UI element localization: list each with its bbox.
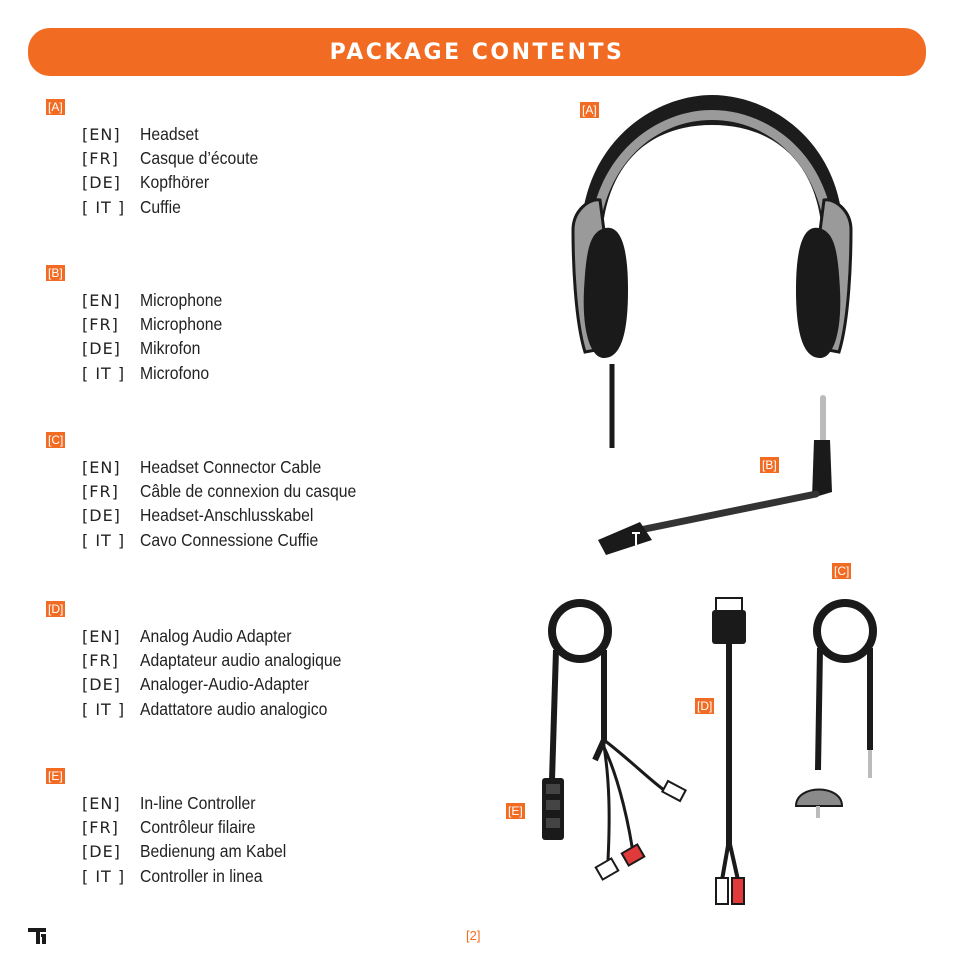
item-label: Microphone (140, 289, 223, 310)
lang-code: [ IT ] (82, 363, 126, 383)
section-tag: [A] (48, 100, 63, 114)
lang-code: [DE] (82, 339, 121, 359)
item-label: In-line Controller (140, 792, 256, 813)
item-label: Microphone (140, 313, 223, 334)
item-label: Mikrofon (140, 338, 201, 359)
item-label: Analog Audio Adapter (140, 625, 292, 646)
item-label: Câble de connexion du casque (140, 480, 357, 501)
item-label: Bedienung am Kabel (140, 841, 287, 862)
headset-image (573, 95, 851, 448)
item-label: Cuffie (140, 196, 181, 217)
lang-code: [EN] (82, 124, 121, 144)
analog-adapter-image (542, 603, 686, 880)
lang-code: [FR] (82, 650, 119, 670)
lang-code: [EN] (82, 457, 121, 477)
lang-code: [ IT ] (82, 699, 126, 719)
item-label: Microfono (140, 362, 210, 383)
image-tag-b: [B] (762, 458, 777, 472)
optical-adapter-image (712, 598, 746, 904)
image-tag-a: [A] (582, 103, 597, 117)
item-label: Adaptateur audio analogique (140, 649, 342, 670)
page-title: PACKAGE CONTENTS (329, 39, 625, 65)
lang-code: [DE] (82, 842, 121, 862)
lang-code: [DE] (82, 173, 121, 193)
item-label: Analoger-Audio-Adapter (140, 674, 309, 695)
lang-code: [FR] (82, 817, 119, 837)
item-label: Kopfhörer (140, 172, 210, 193)
lang-code: [DE] (82, 675, 121, 695)
section-tag: [B] (48, 266, 63, 280)
item-label: Controller in linea (140, 865, 263, 886)
lang-code: [ IT ] (82, 866, 126, 886)
lang-code: [EN] (82, 626, 121, 646)
section-tag: [C] (48, 433, 64, 447)
lang-code: [ IT ] (82, 197, 126, 217)
item-label: Cavo Connessione Cuffie (140, 529, 319, 550)
item-label: Contrôleur filaire (140, 816, 256, 837)
lang-code: [EN] (82, 793, 121, 813)
item-label: Headset-Anschlusskabel (140, 505, 314, 526)
section-tag: [E] (48, 769, 63, 783)
image-tag-e: [E] (508, 804, 523, 818)
item-label: Headset (140, 123, 199, 144)
connector-cable-image (796, 603, 873, 818)
image-tag-c: [C] (834, 564, 850, 578)
lang-code: [EN] (82, 290, 121, 310)
item-label: Casque d’écoute (140, 147, 259, 168)
item-label: Adattatore audio analogico (140, 698, 328, 719)
lang-code: [ IT ] (82, 530, 126, 550)
section-tag: [D] (48, 602, 64, 616)
microphone-image (598, 398, 832, 555)
tritton-logo-icon (28, 928, 52, 949)
page-number: [2] (466, 928, 481, 943)
item-label: Headset Connector Cable (140, 456, 322, 477)
lang-code: [DE] (82, 506, 121, 526)
lang-code: [FR] (82, 481, 119, 501)
lang-code: [FR] (82, 314, 119, 334)
image-tag-d: [D] (697, 699, 713, 713)
lang-code: [FR] (82, 148, 119, 168)
